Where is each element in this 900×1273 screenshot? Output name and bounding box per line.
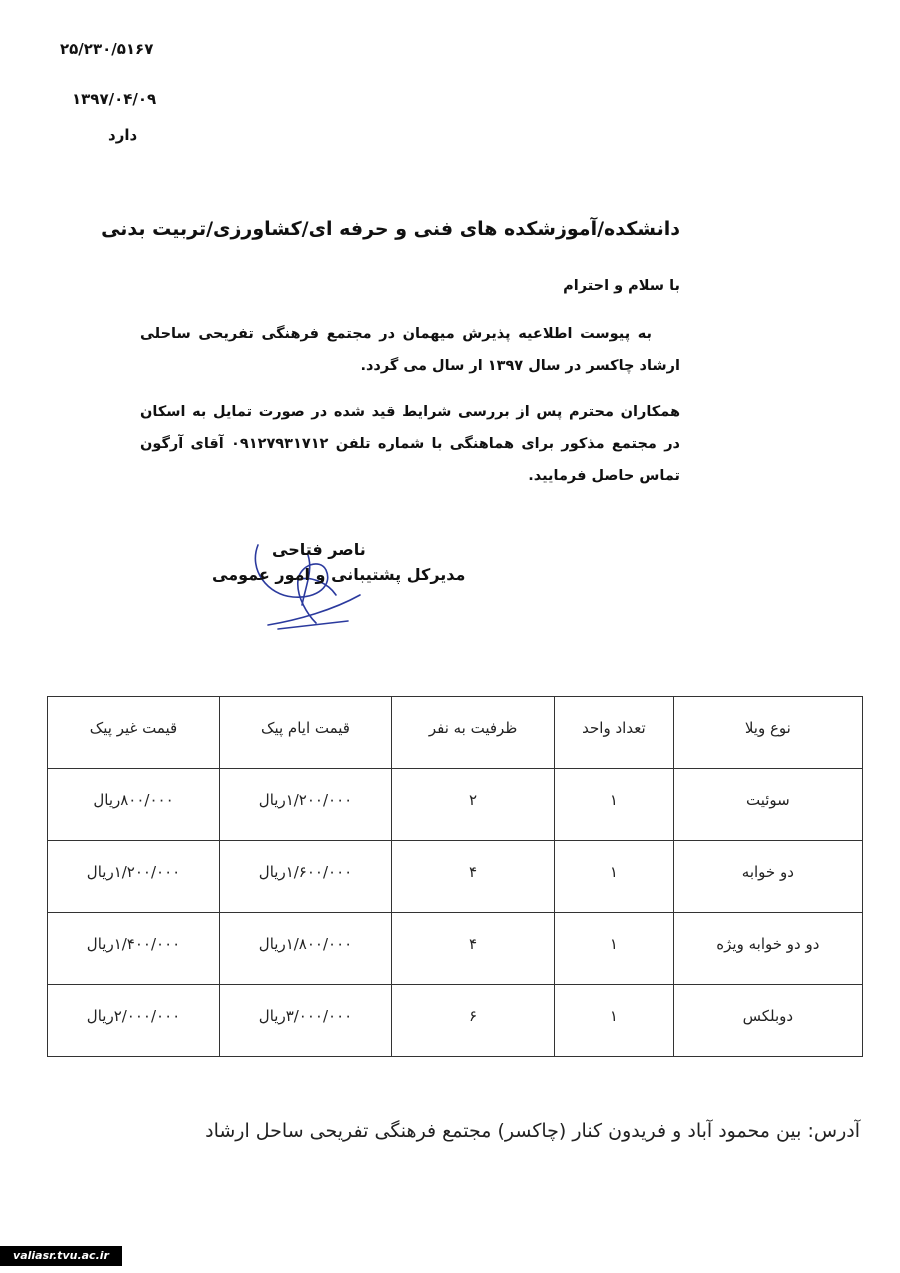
- signatory-title: مدیرکل پشتیبانی و امور عمومی: [212, 565, 466, 584]
- table-cell: ۲/۰۰۰/۰۰۰ریال: [48, 985, 220, 1057]
- table-cell: ۱/۴۰۰/۰۰۰ریال: [48, 913, 220, 985]
- attachment-status: دارد: [108, 126, 138, 144]
- site-watermark: valiasr.tvu.ac.ir: [0, 1246, 122, 1266]
- table-cell: ۳/۰۰۰/۰۰۰ریال: [220, 985, 392, 1057]
- letter-heading: دانشکده/آموزشکده های فنی و حرفه ای/کشاورزی/تربیت بدنی: [101, 218, 680, 240]
- column-header: قیمت ایام پیک: [220, 697, 392, 769]
- table-cell: دوبلکس: [673, 985, 862, 1057]
- column-header: نوع ویلا: [673, 697, 862, 769]
- table-row: [48, 913, 863, 985]
- reference-number: ۲۵/۲۳۰/۵۱۶۷: [60, 40, 154, 58]
- table-cell: ۶: [392, 985, 555, 1057]
- table-cell: ۱/۶۰۰/۰۰۰ریال: [220, 841, 392, 913]
- greeting: با سلام و احترام: [563, 278, 680, 294]
- table-cell: ۱: [555, 985, 674, 1057]
- table-row: [48, 769, 863, 841]
- table-cell: ۴: [392, 841, 555, 913]
- address-line: آدرس: بین محمود آباد و فریدون کنار (چاکسر) مجتمع فرهنگی تفریحی ساحل ارشاد: [205, 1120, 860, 1142]
- table-cell: ۱: [555, 841, 674, 913]
- table-cell: ۲: [392, 769, 555, 841]
- table-cell: ۱/۲۰۰/۰۰۰ریال: [220, 769, 392, 841]
- table-cell: ۱/۲۰۰/۰۰۰ریال: [48, 841, 220, 913]
- letter-date: ۱۳۹۷/۰۴/۰۹: [72, 90, 157, 108]
- table-row: [48, 985, 863, 1057]
- column-header: قیمت غیر پیک: [48, 697, 220, 769]
- table-cell: ۱: [555, 769, 674, 841]
- table-cell: ۴: [392, 913, 555, 985]
- table-cell: ۱/۸۰۰/۰۰۰ریال: [220, 913, 392, 985]
- table-cell: سوئیت: [673, 769, 862, 841]
- table-cell: دو دو خوابه ویژه: [673, 913, 862, 985]
- signatory-name: ناصر فتاحی: [272, 540, 366, 559]
- paragraph-announcement: به پیوست اطلاعیه پذیرش میهمان در مجتمع فرهنگی تفریحی ساحلی ارشاد چاکسر در سال ۱۳۹۷ ار سال می گردد.: [140, 326, 680, 374]
- table-row: [48, 841, 863, 913]
- table-cell: ۸۰۰/۰۰۰ریال: [48, 769, 220, 841]
- column-header: ظرفیت به نفر: [392, 697, 555, 769]
- table-header-row: [48, 697, 863, 769]
- column-header: تعداد واحد: [555, 697, 674, 769]
- villa-rates-table: [47, 696, 863, 1057]
- paragraph-contact: همکاران محترم پس از بررسی شرایط قید شده در صورت تمایل به اسکان در مجتمع مذکور برای هماهنگی با شماره تلفن ۰۹۱۲۷۹۳۱۷۱۲ آقای آرگون تماس حاصل فرمایید.: [140, 404, 680, 484]
- table-cell: دو خوابه: [673, 841, 862, 913]
- table-cell: ۱: [555, 913, 674, 985]
